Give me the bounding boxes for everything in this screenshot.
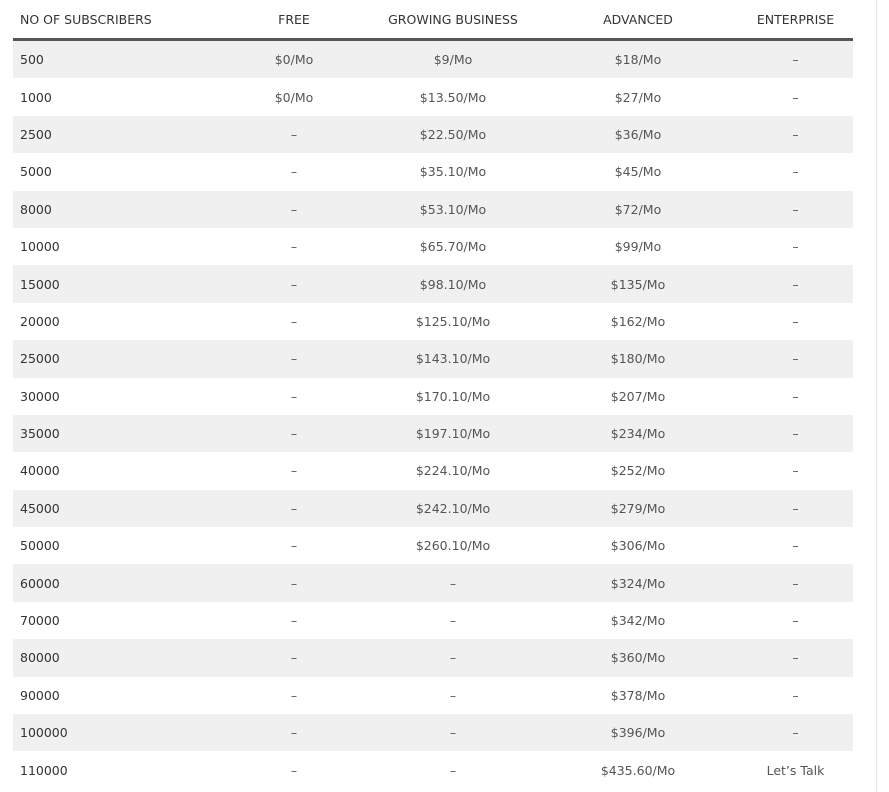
table-row bbox=[13, 191, 853, 228]
cell-growing-price: $98.10/Mo bbox=[368, 265, 538, 302]
cell-growing-price: $224.10/Mo bbox=[368, 452, 538, 489]
table-row bbox=[13, 153, 853, 190]
table-body bbox=[13, 40, 853, 789]
cell-growing-price: $9/Mo bbox=[368, 40, 538, 79]
table-row bbox=[13, 116, 853, 153]
cell-free-price: – bbox=[220, 378, 368, 415]
cell-free-price: – bbox=[220, 415, 368, 452]
cell-enterprise-price: – bbox=[738, 265, 853, 302]
cell-enterprise-price: – bbox=[738, 714, 853, 751]
cell-advanced-price: $36/Mo bbox=[538, 116, 738, 153]
cell-advanced-price: $27/Mo bbox=[538, 78, 738, 115]
cell-growing-price: $53.10/Mo bbox=[368, 191, 538, 228]
cell-free-price: – bbox=[220, 564, 368, 601]
table-row bbox=[13, 415, 853, 452]
cell-free-price: – bbox=[220, 153, 368, 190]
cell-enterprise-price: – bbox=[738, 78, 853, 115]
table-row bbox=[13, 564, 853, 601]
cell-subscribers: 10000 bbox=[13, 228, 220, 265]
cell-free-price: – bbox=[220, 639, 368, 676]
cell-growing-price: – bbox=[368, 639, 538, 676]
cell-growing-price: $22.50/Mo bbox=[368, 116, 538, 153]
page-edge-divider bbox=[876, 0, 877, 792]
cell-advanced-price: $18/Mo bbox=[538, 40, 738, 79]
cell-enterprise-price: – bbox=[738, 602, 853, 639]
cell-enterprise-price: – bbox=[738, 527, 853, 564]
table-row bbox=[13, 452, 853, 489]
column-header-free: FREE bbox=[220, 0, 368, 40]
cell-free-price: – bbox=[220, 527, 368, 564]
table-row bbox=[13, 40, 853, 79]
cell-free-price: $0/Mo bbox=[220, 78, 368, 115]
cell-growing-price: – bbox=[368, 602, 538, 639]
cell-advanced-price: $279/Mo bbox=[538, 490, 738, 527]
cell-enterprise-price: – bbox=[738, 639, 853, 676]
cell-subscribers: 8000 bbox=[13, 191, 220, 228]
cell-advanced-price: $135/Mo bbox=[538, 265, 738, 302]
cell-advanced-price: $99/Mo bbox=[538, 228, 738, 265]
column-header-subscribers: NO OF SUBSCRIBERS bbox=[13, 0, 220, 40]
table-row bbox=[13, 303, 853, 340]
cell-subscribers: 2500 bbox=[13, 116, 220, 153]
cell-advanced-price: $234/Mo bbox=[538, 415, 738, 452]
table-row bbox=[13, 378, 853, 415]
cell-advanced-price: $252/Mo bbox=[538, 452, 738, 489]
table-header bbox=[13, 0, 853, 40]
cell-free-price: $0/Mo bbox=[220, 40, 368, 79]
cell-enterprise-price: – bbox=[738, 153, 853, 190]
cell-growing-price: $35.10/Mo bbox=[368, 153, 538, 190]
cell-enterprise-price: – bbox=[738, 228, 853, 265]
cell-growing-price: – bbox=[368, 677, 538, 714]
cell-subscribers: 50000 bbox=[13, 527, 220, 564]
cell-growing-price: $65.70/Mo bbox=[368, 228, 538, 265]
cell-advanced-price: $45/Mo bbox=[538, 153, 738, 190]
cell-growing-price: $13.50/Mo bbox=[368, 78, 538, 115]
cell-advanced-price: $435.60/Mo bbox=[538, 751, 738, 788]
cell-advanced-price: $72/Mo bbox=[538, 191, 738, 228]
cell-free-price: – bbox=[220, 340, 368, 377]
cell-advanced-price: $306/Mo bbox=[538, 527, 738, 564]
cell-advanced-price: $378/Mo bbox=[538, 677, 738, 714]
cell-subscribers: 60000 bbox=[13, 564, 220, 601]
cell-growing-price: – bbox=[368, 714, 538, 751]
cell-growing-price: $143.10/Mo bbox=[368, 340, 538, 377]
cell-enterprise-price: – bbox=[738, 490, 853, 527]
column-header-advanced: ADVANCED bbox=[538, 0, 738, 40]
cell-advanced-price: $180/Mo bbox=[538, 340, 738, 377]
cell-advanced-price: $207/Mo bbox=[538, 378, 738, 415]
cell-subscribers: 1000 bbox=[13, 78, 220, 115]
cell-subscribers: 25000 bbox=[13, 340, 220, 377]
cell-subscribers: 5000 bbox=[13, 153, 220, 190]
cell-free-price: – bbox=[220, 191, 368, 228]
cell-enterprise-price: – bbox=[738, 340, 853, 377]
cell-free-price: – bbox=[220, 714, 368, 751]
cell-advanced-price: $396/Mo bbox=[538, 714, 738, 751]
cell-free-price: – bbox=[220, 677, 368, 714]
cell-free-price: – bbox=[220, 228, 368, 265]
cell-advanced-price: $342/Mo bbox=[538, 602, 738, 639]
cell-free-price: – bbox=[220, 452, 368, 489]
cell-advanced-price: $162/Mo bbox=[538, 303, 738, 340]
column-header-enterprise: ENTERPRISE bbox=[738, 0, 853, 40]
cell-subscribers: 20000 bbox=[13, 303, 220, 340]
table-row bbox=[13, 639, 853, 676]
table-row bbox=[13, 490, 853, 527]
table-row bbox=[13, 340, 853, 377]
cell-growing-price: – bbox=[368, 751, 538, 788]
cell-subscribers: 80000 bbox=[13, 639, 220, 676]
cell-enterprise-price: – bbox=[738, 378, 853, 415]
cell-free-price: – bbox=[220, 751, 368, 788]
cell-subscribers: 30000 bbox=[13, 378, 220, 415]
table-row bbox=[13, 714, 853, 751]
cell-growing-price: $260.10/Mo bbox=[368, 527, 538, 564]
table-row bbox=[13, 265, 853, 302]
cell-subscribers: 500 bbox=[13, 40, 220, 79]
table-row bbox=[13, 78, 853, 115]
table-row bbox=[13, 751, 853, 788]
cell-free-price: – bbox=[220, 602, 368, 639]
cell-enterprise-price: – bbox=[738, 452, 853, 489]
cell-enterprise-price: – bbox=[738, 303, 853, 340]
table-row bbox=[13, 677, 853, 714]
cell-enterprise-price: – bbox=[738, 191, 853, 228]
column-header-growing-business: GROWING BUSINESS bbox=[368, 0, 538, 40]
cell-subscribers: 90000 bbox=[13, 677, 220, 714]
cell-enterprise-price: – bbox=[738, 40, 853, 79]
cell-free-price: – bbox=[220, 116, 368, 153]
cell-growing-price: $125.10/Mo bbox=[368, 303, 538, 340]
pricing-table bbox=[13, 0, 853, 789]
cell-subscribers: 110000 bbox=[13, 751, 220, 788]
cell-enterprise-price: – bbox=[738, 677, 853, 714]
cell-advanced-price: $324/Mo bbox=[538, 564, 738, 601]
cell-growing-price: – bbox=[368, 564, 538, 601]
cell-enterprise-price: – bbox=[738, 415, 853, 452]
cell-growing-price: $242.10/Mo bbox=[368, 490, 538, 527]
header-row bbox=[13, 0, 853, 40]
cell-enterprise-price: Let’s Talk bbox=[738, 751, 853, 788]
cell-subscribers: 35000 bbox=[13, 415, 220, 452]
cell-subscribers: 40000 bbox=[13, 452, 220, 489]
cell-enterprise-price: – bbox=[738, 564, 853, 601]
table-row bbox=[13, 228, 853, 265]
cell-enterprise-price: – bbox=[738, 116, 853, 153]
table-row bbox=[13, 602, 853, 639]
cell-subscribers: 70000 bbox=[13, 602, 220, 639]
cell-growing-price: $170.10/Mo bbox=[368, 378, 538, 415]
cell-growing-price: $197.10/Mo bbox=[368, 415, 538, 452]
cell-subscribers: 100000 bbox=[13, 714, 220, 751]
cell-subscribers: 45000 bbox=[13, 490, 220, 527]
cell-free-price: – bbox=[220, 303, 368, 340]
cell-advanced-price: $360/Mo bbox=[538, 639, 738, 676]
cell-subscribers: 15000 bbox=[13, 265, 220, 302]
cell-free-price: – bbox=[220, 490, 368, 527]
cell-free-price: – bbox=[220, 265, 368, 302]
table-row bbox=[13, 527, 853, 564]
